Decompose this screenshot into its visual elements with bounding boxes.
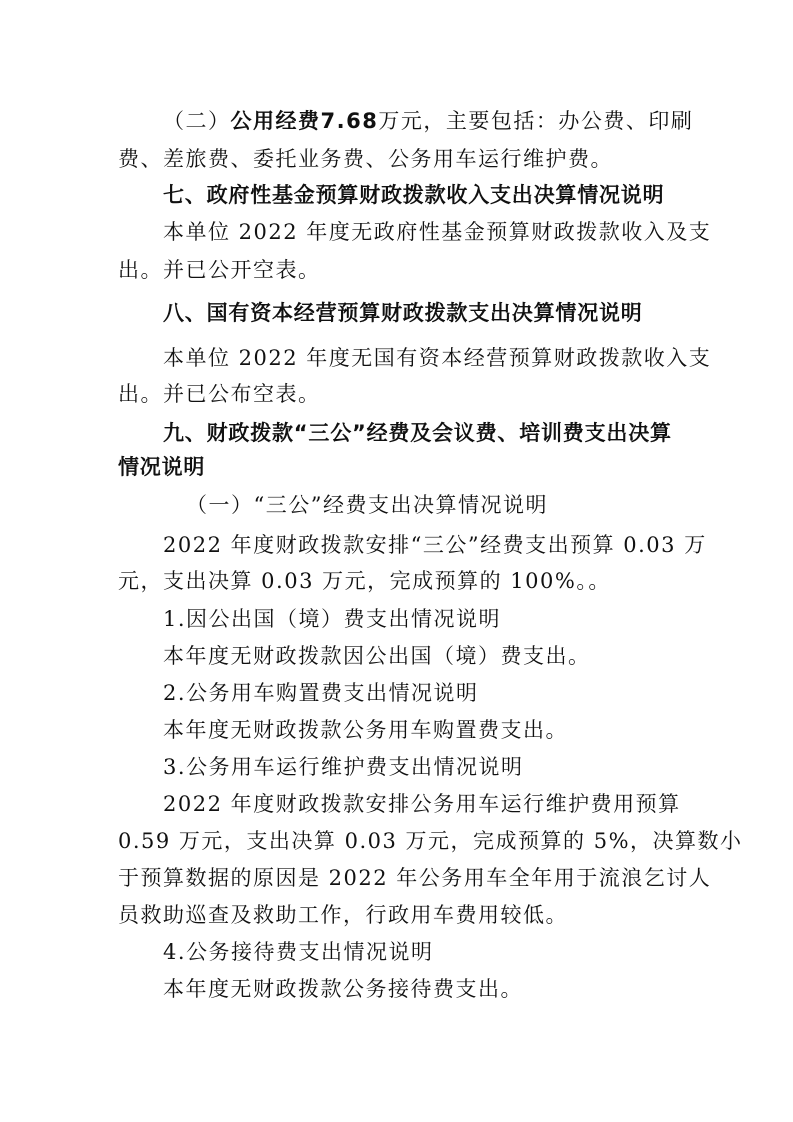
public-expense-amount: 7.68 [320,109,379,133]
subsection-1-text-line-1: 2022 年度财政拨款安排“三公”经费支出预算 0.03 万 [163,533,707,557]
section-8-text-line-2: 出。并已公布空表。 [118,382,321,406]
item-4-title: 4.公务接待费支出情况说明 [163,940,434,964]
public-expense-prefix: （二） [163,109,231,133]
item-2-title: 2.公务用车购置费支出情况说明 [163,681,479,705]
public-expense-label: 公用经费 [230,109,321,133]
public-expense-text: 万元，主要包括：办公费、印刷 [378,109,694,133]
item-1-text: 本年度无财政拨款因公出国（境）费支出。 [163,644,591,668]
section-8-heading: 八、国有资本经营预算财政拨款支出决算情况说明 [163,301,643,325]
item-3-text-line-2: 0.59 万元，支出决算 0.03 万元，完成预算的 5%，决算数小 [118,829,743,853]
section-8-text-line-1: 本单位 2022 年度无国有资本经营预算财政拨款收入支 [163,346,712,370]
section-7-heading: 七、政府性基金预算财政拨款收入支出决算情况说明 [163,183,665,207]
section-7-text-line-1: 本单位 2022 年度无政府性基金预算财政拨款收入及支 [163,220,712,244]
item-3-text-line-3: 于预算数据的原因是 2022 年公务用车全年用于流浪乞讨人 [118,866,712,890]
public-expense-paragraph-line-1 [163,106,693,136]
section-9-heading-line-2: 情况说明 [118,455,206,479]
item-4-text: 本年度无财政拨款公务接待费支出。 [163,977,523,1001]
section-9-heading-line-1: 九、财政拨款“三公”经费及会议费、培训费支出决算 [163,421,672,445]
section-7-text-line-2: 出。并已公开空表。 [118,258,321,282]
item-3-text-line-4: 员救助巡查及救助工作，行政用车费用较低。 [118,903,568,927]
item-2-text: 本年度无财政拨款公务用车购置费支出。 [163,718,568,742]
subsection-1-text-line-2: 元，支出决算 0.03 万元，完成预算的 100%。。 [118,569,611,593]
public-expense-paragraph-line-2: 费、差旅费、委托业务费、公务用车运行维护费。 [118,147,613,171]
item-3-text-line-1: 2022 年度财政拨款安排公务用车运行维护费用预算 [163,792,681,816]
subsection-1-heading: （一）“三公”经费支出决算情况说明 [186,493,548,517]
item-1-title: 1.因公出国（境）费支出情况说明 [163,607,502,631]
item-3-title: 3.公务用车运行维护费支出情况说明 [163,755,524,779]
